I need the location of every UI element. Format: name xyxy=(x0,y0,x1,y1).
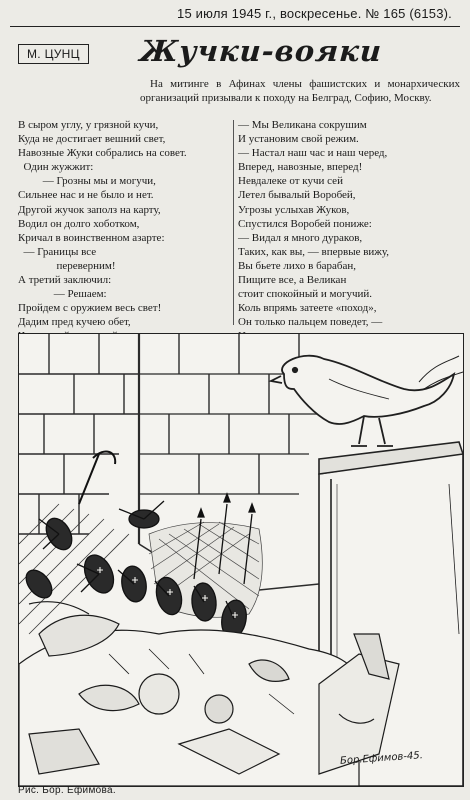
poem-column-right xyxy=(238,118,463,358)
poem-line: Угрозы услыхав Жуков, xyxy=(238,203,350,216)
poem-line: В сыром углу, у грязной кучи, xyxy=(18,119,159,131)
poem-line: — Мы Великана сокрушим xyxy=(238,119,367,131)
poem-line: Пищите все, а Великан xyxy=(238,274,347,287)
author-box: М. ЦУНЦ xyxy=(18,44,89,64)
poem-line: — Грозны мы и могучи, xyxy=(18,175,156,188)
dateline: 15 июля 1945 г., воскресенье. № 165 (6153). xyxy=(177,6,452,21)
poem-line: Он только пальцем поведет, — xyxy=(238,316,383,329)
poem-line: Невдалеке от кучи сей xyxy=(238,175,343,188)
poem-line: Дадим пред кучею обет, xyxy=(18,316,131,329)
poem-line: Куда не достигает вешний свет, xyxy=(18,133,166,146)
cartoon-illustration xyxy=(18,333,464,787)
lead-paragraph: На митинге в Афинах члены фашистских и монархических организаций призывали к походу на Белград, Софию, Москву. xyxy=(140,78,460,104)
poem-line: Один жужжит: xyxy=(18,161,94,174)
poem-line: — Видал я много дураков, xyxy=(238,231,363,244)
poem-line: Пройдем с оружием весь свет! xyxy=(18,302,162,315)
poem-line: Таких, как вы, — впервые вижу, xyxy=(238,245,390,258)
poem-line: Водил он долго хоботком, xyxy=(18,217,140,230)
poem-line: Вперед, навозные, вперед! xyxy=(238,161,363,174)
poem-line: — Настал наш час и наш черед, xyxy=(238,147,388,160)
poem-line: Навозные Жуки собрались на совет. xyxy=(18,147,187,160)
poem-line: Другой жучок заполз на карту, xyxy=(18,203,161,216)
poem-line: А третий заключил: xyxy=(18,274,112,287)
illustration-credit: Рис. Бор. Ефимова. xyxy=(18,785,116,796)
column-divider xyxy=(233,120,234,325)
header-rule xyxy=(10,26,460,27)
article-title: Жучки-вояки xyxy=(138,34,384,68)
poem-line: Вы бьете лихо в барабан, xyxy=(238,259,357,272)
poem-line: Летел бывалый Воробей, xyxy=(238,189,356,202)
artist-signature: Бор.Ефимов-45. xyxy=(339,750,424,767)
poem-line: Спустился Воробей пониже: xyxy=(238,217,372,230)
poem-line: — Решаем: xyxy=(18,288,107,301)
poem-line: — Границы все xyxy=(18,245,97,258)
poem-line: Кричал в воинственном азарте: xyxy=(18,231,165,244)
poem-line: И установим свой режим. xyxy=(238,133,359,146)
poem-line: Сильнее нас и не было и нет. xyxy=(18,189,154,202)
poem-line: Коль впрямь затеете «поход», xyxy=(238,302,377,315)
poem-line: стоит спокойный и могучий. xyxy=(238,288,373,301)
poem-line: переверним! xyxy=(18,259,116,272)
